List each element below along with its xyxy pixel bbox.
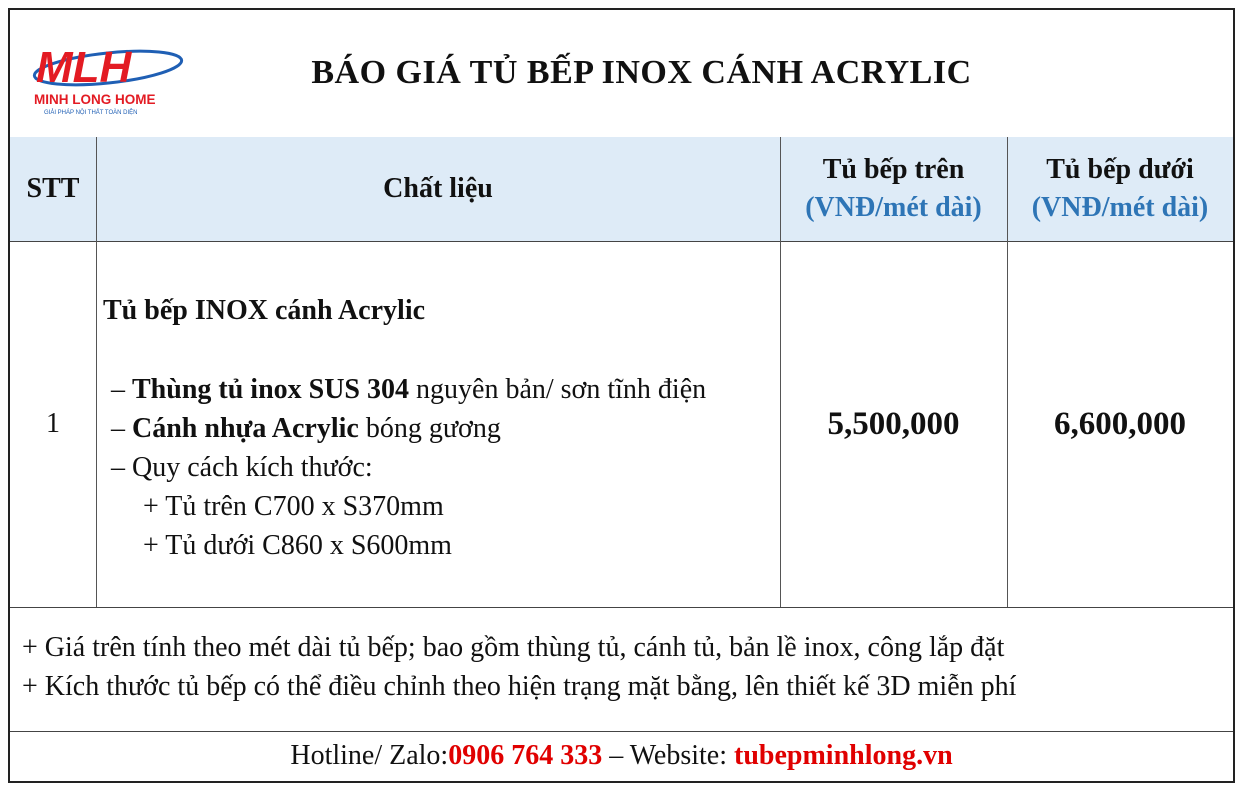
- upper-price: 5,500,000: [827, 405, 960, 442]
- page-title: BÁO GIÁ TỦ BẾP INOX CÁNH ACRYLIC: [311, 54, 972, 91]
- spec-line: – Quy cách kích thước:: [111, 452, 373, 483]
- table-row: [10, 241, 1233, 608]
- header-lower-cabinet: Tủ bếp dưới (VNĐ/mét dài): [1031, 154, 1209, 223]
- svg-text:MLH: MLH: [36, 43, 132, 92]
- header-stt: STT: [26, 173, 80, 204]
- column-divider: [96, 241, 97, 607]
- hotline-label: Hotline/ Zalo:: [290, 740, 449, 771]
- note-line: + Giá trên tính theo mét dài tủ bếp; bao gồm thùng tủ, cánh tủ, bản lề inox, công lắp đặt: [22, 632, 1005, 663]
- contact-footer: [10, 731, 1233, 781]
- title-row: [10, 10, 1233, 138]
- website-link[interactable]: tubepminhlong.vn: [734, 740, 953, 771]
- spec-line: – Thùng tủ inox SUS 304 nguyên bản/ sơn tĩnh điện: [111, 374, 707, 405]
- spec-line: + Tủ trên C700 x S370mm: [143, 491, 444, 522]
- logo-tagline: GIẢI PHÁP NỘI THẤT TOÀN DIỆN: [44, 110, 138, 116]
- header-upper-cabinet: Tủ bếp trên (VNĐ/mét dài): [805, 154, 982, 223]
- hotline-number[interactable]: 0906 764 333: [448, 740, 603, 771]
- lower-price: 6,600,000: [1054, 405, 1186, 442]
- row-stt: 1: [46, 408, 60, 439]
- header-material: Chất liệu: [383, 173, 493, 204]
- product-name: Tủ bếp INOX cánh Acrylic: [103, 295, 426, 326]
- table-header: [10, 137, 1233, 242]
- material-description: [103, 291, 783, 565]
- logo-name: MINH LONG HOME: [34, 92, 156, 107]
- notes-section: [10, 607, 1233, 732]
- spec-line: + Tủ dưới C860 x S600mm: [143, 530, 452, 561]
- price-quote-sheet: [8, 8, 1235, 783]
- spec-line: – Cánh nhựa Acrylic bóng gương: [111, 413, 501, 444]
- note-line: + Kích thước tủ bếp có thể điều chỉnh theo hiện trạng mặt bằng, lên thiết kế 3D miễn phí: [22, 671, 1017, 702]
- website-label: – Website:: [602, 740, 734, 771]
